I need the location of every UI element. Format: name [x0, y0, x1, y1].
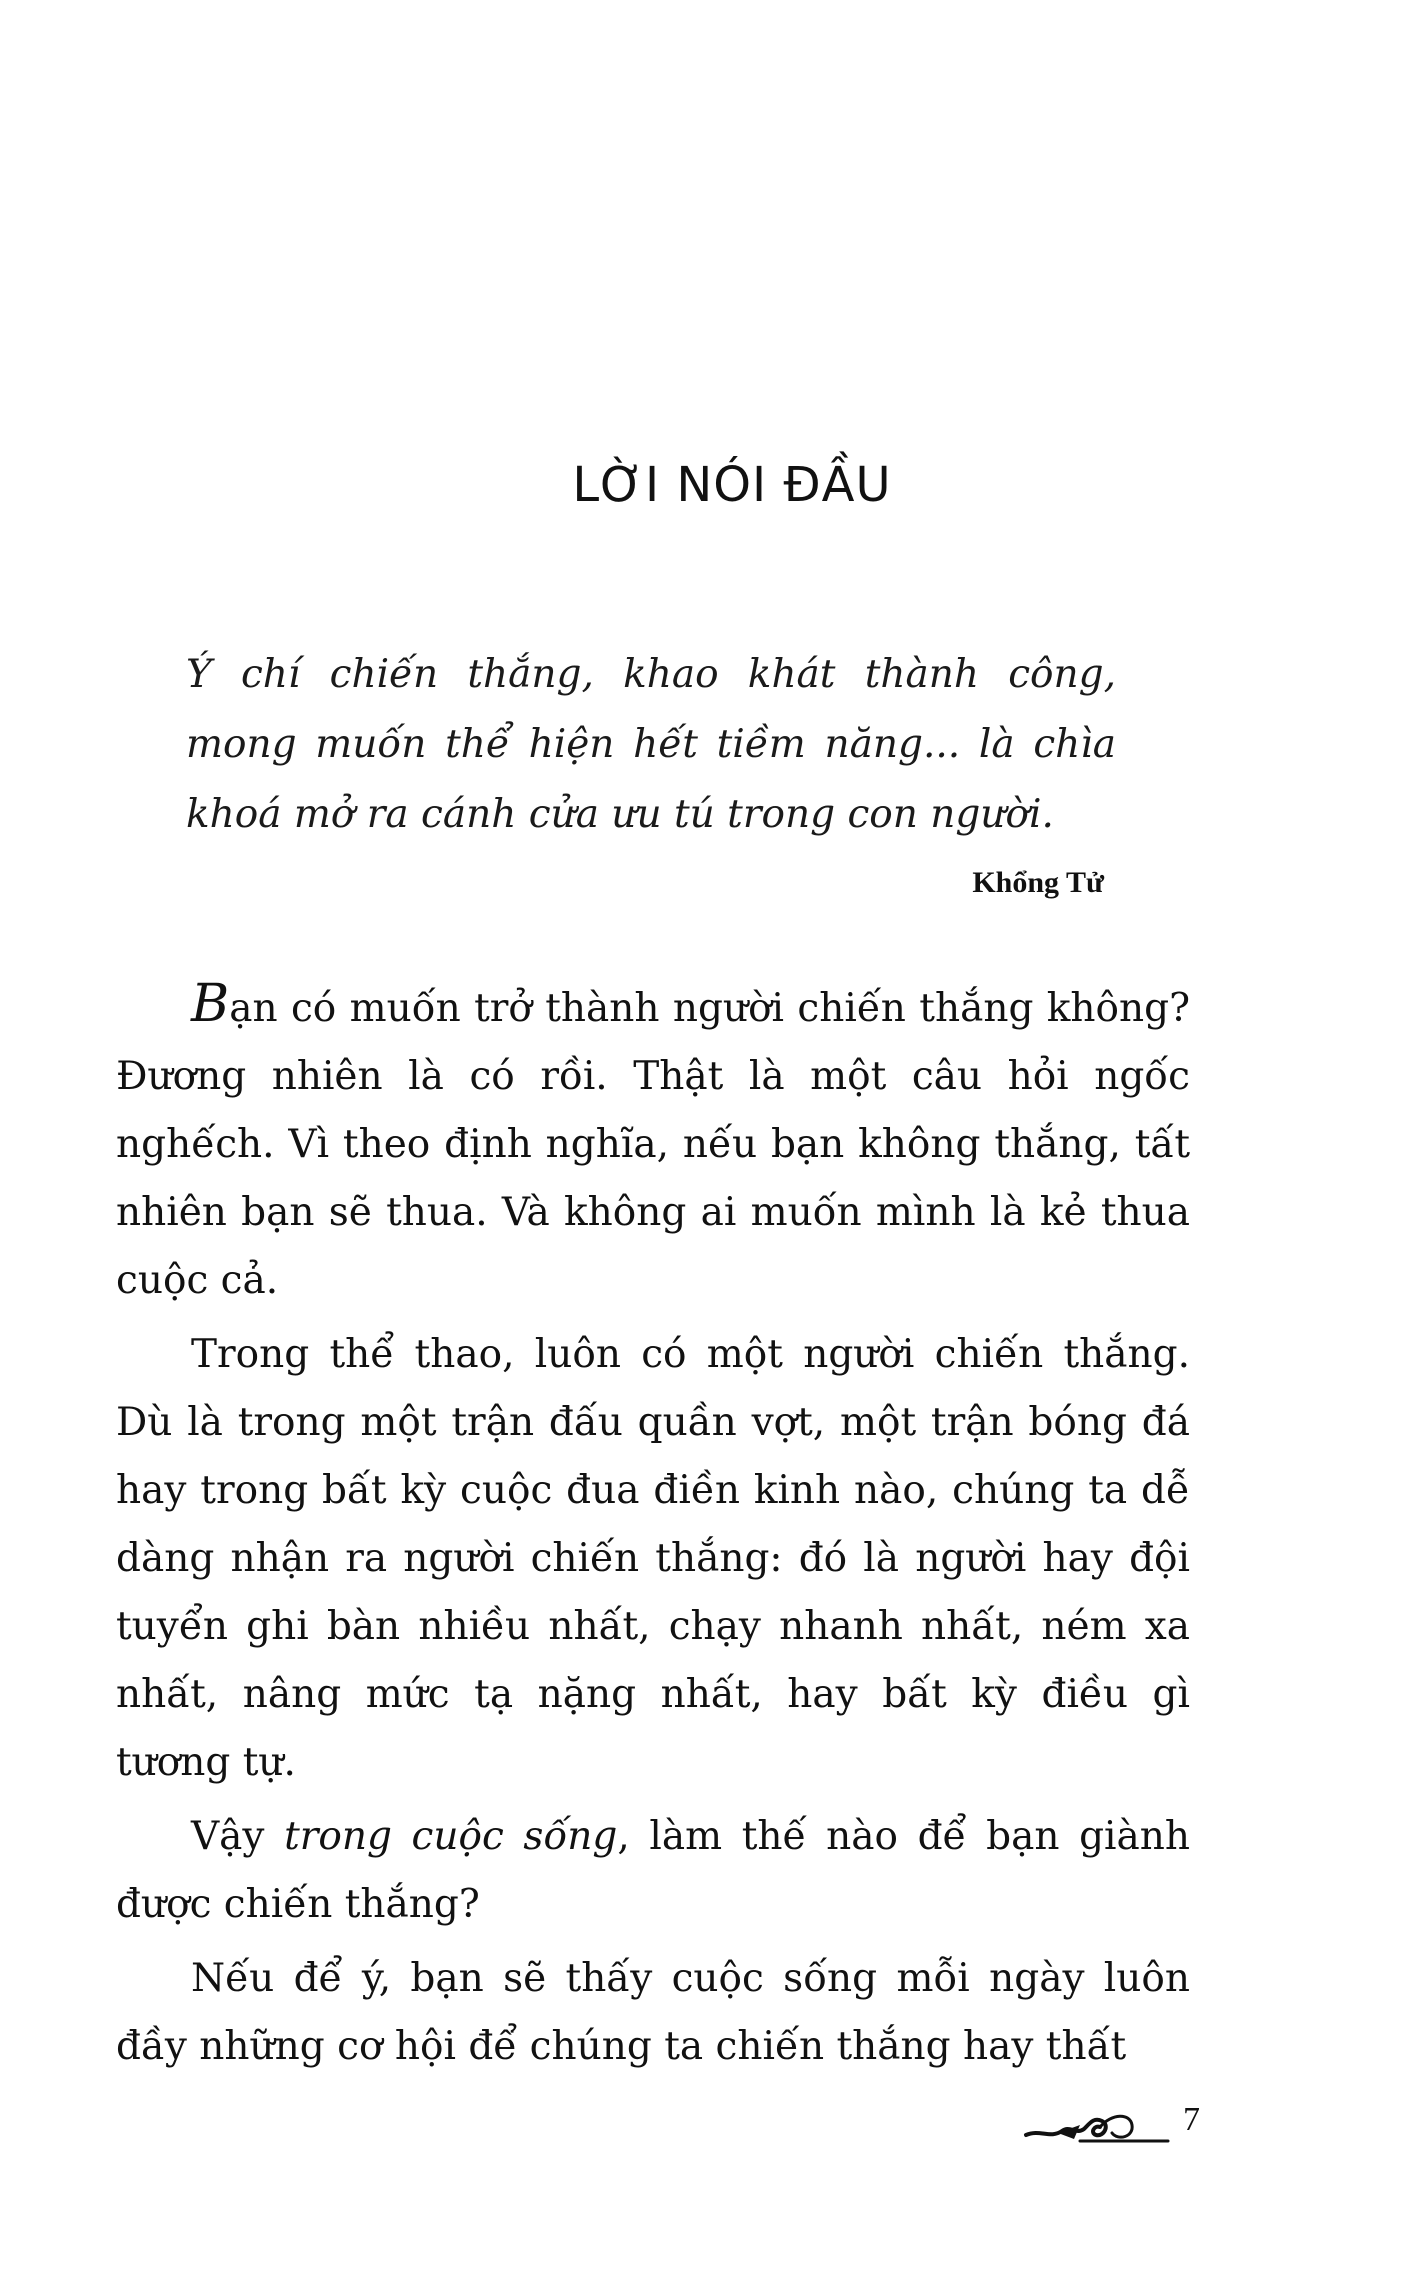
paragraph-3-start: Vậy [191, 1814, 285, 1859]
paragraph-2: Trong thể thao, luôn có một người chiến thắng. Dù là trong một trận đấu quần vợt, một trận bóng đá hay trong bất kỳ cuộc đua điền kinh nào, chúng ta dễ dàng nhận ra người chiến thắng: đó là người hay đội tuyển ghi bàn nhiều nhất, chạy nhanh nhất, ném xa nhất, nâng mức tạ nặng nhất, hay bất kỳ điều gì tương tự. [116, 1332, 1190, 1785]
paragraph-1 [116, 975, 1190, 1315]
body-text [116, 975, 1190, 2087]
paragraph-3 [116, 1803, 1190, 1939]
epigraph-author: Khổng Tử [972, 866, 1104, 899]
paragraph-3-emphasis: trong cuộc sống [284, 1814, 618, 1859]
decorative-scroll-icon [1020, 2095, 1170, 2155]
page-footer [1020, 2095, 1200, 2155]
epigraph-quote: Ý chí chiến thắng, khao khát thành công, mong muốn thể hiện hết tiềm năng... là chìa khoá mở ra cánh cửa ưu tú trong con người. [186, 652, 1116, 837]
paragraph-4: Nếu để ý, bạn sẽ thấy cuộc sống mỗi ngày luôn đầy những cơ hội để chúng ta chiến thắng hay thất [116, 1956, 1190, 2069]
paragraph-1-text: ạn có muốn trở thành người chiến thắng không? Đương nhiên là có rồi. Thật là một câu hỏi ngốc nghếch. Vì theo định nghĩa, nếu bạn không thắng, tất nhiên bạn sẽ thua. Và không ai muốn mình là kẻ thua cuộc cả. [116, 986, 1190, 1303]
drop-cap: B [191, 974, 230, 1034]
page-number: 7 [1183, 2101, 1200, 2138]
page-title: LỜI NÓI ĐẦU [572, 457, 892, 514]
paragraph-3-end: , làm thế nào để bạn giành được chiến thắng? [116, 1814, 1190, 1927]
